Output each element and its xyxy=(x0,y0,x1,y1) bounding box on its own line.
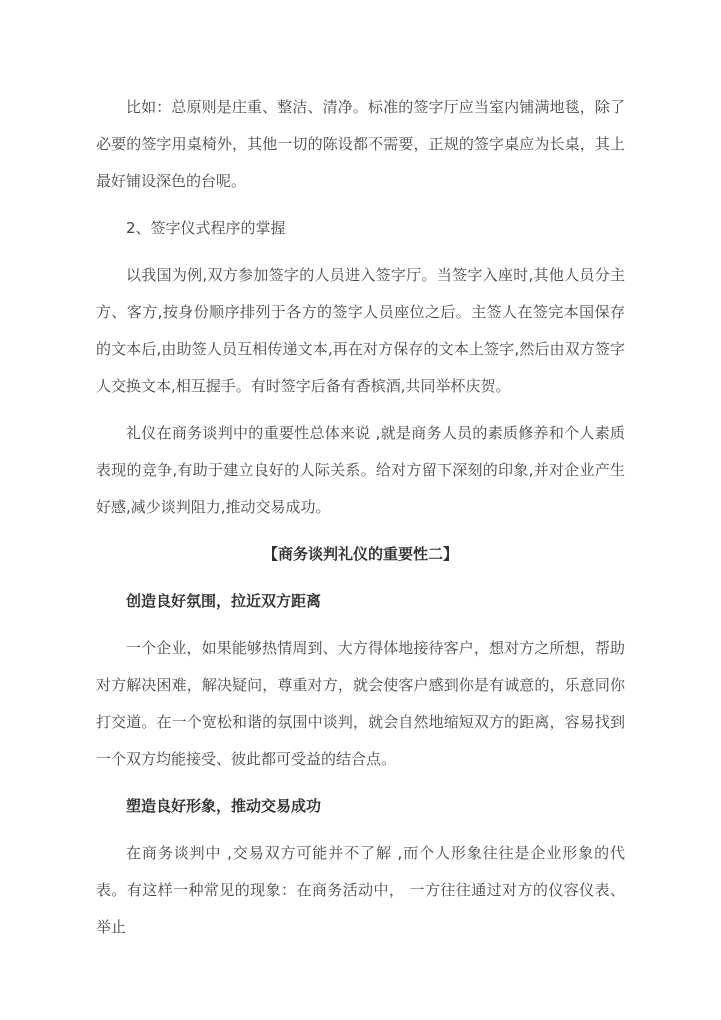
paragraph-create-good-atmosphere-detail: 一个企业，如果能够热情周到、大方得体地接待客户，想对方之所想，帮助对方解决困难，解决疑问，尊重对方，就会使客户感到你是有诚意的，乐意同你打交道。在一个宽松和谐的氛围中谈判，就会自然地缩短双方的距离，容易找到一个双方均能接受、彼此都可受益的结合点。 xyxy=(96,639,625,768)
paragraph-signing-hall-principles: 比如：总原则是庄重、整洁、清净。标准的签字厅应当室内铺满地毯，除了必要的签字用桌椅外，其他一切的陈设都不需要，正规的签字桌应为长桌，其上最好铺设深色的台呢。 xyxy=(96,98,625,190)
subheading-shape-good-image: 塑造良好形象，推动交易成功 xyxy=(126,797,322,815)
paragraph-signing-ceremony-detail: 以我国为例,双方参加签字的人员进入签字厅。当签字入座时,其他人员分主方、客方,按身份顺序排列于各方的签字人员座位之后。主签人在签完本国保存的文本后,由助签人员互相传递文本,再在对方保存的文本上签字,然后由双方签字人交换文本,相互握手。有时签字后备有香槟酒,共同举杯庆贺。 xyxy=(96,266,625,395)
paragraph-etiquette-importance-summary: 礼仪在商务谈判中的重要性总体来说 ,就是商务人员的素质修养和个人素质表现的竞争,有助于建立良好的人际关系。给对方留下深刻的印象,并对企业产生好感,减少谈判阻力,推动交易成功。 xyxy=(96,424,625,516)
paragraph-shape-good-image-detail: 在商务谈判中 ,交易双方可能并不了解 ,而个人形象往往是企业形象的代表。有这样一种常见的现象：在商务活动中， 一方往往通过对方的仪容仪表、举止 xyxy=(96,844,625,936)
section-heading-importance-part2: 【商务谈判礼仪的重要性二】 xyxy=(262,545,458,563)
subheading-create-good-atmosphere: 创造良好氛围，拉近双方距离 xyxy=(126,592,322,610)
list-item-signing-ceremony-procedure: 2、签字仪式程序的掌握 xyxy=(126,219,286,237)
